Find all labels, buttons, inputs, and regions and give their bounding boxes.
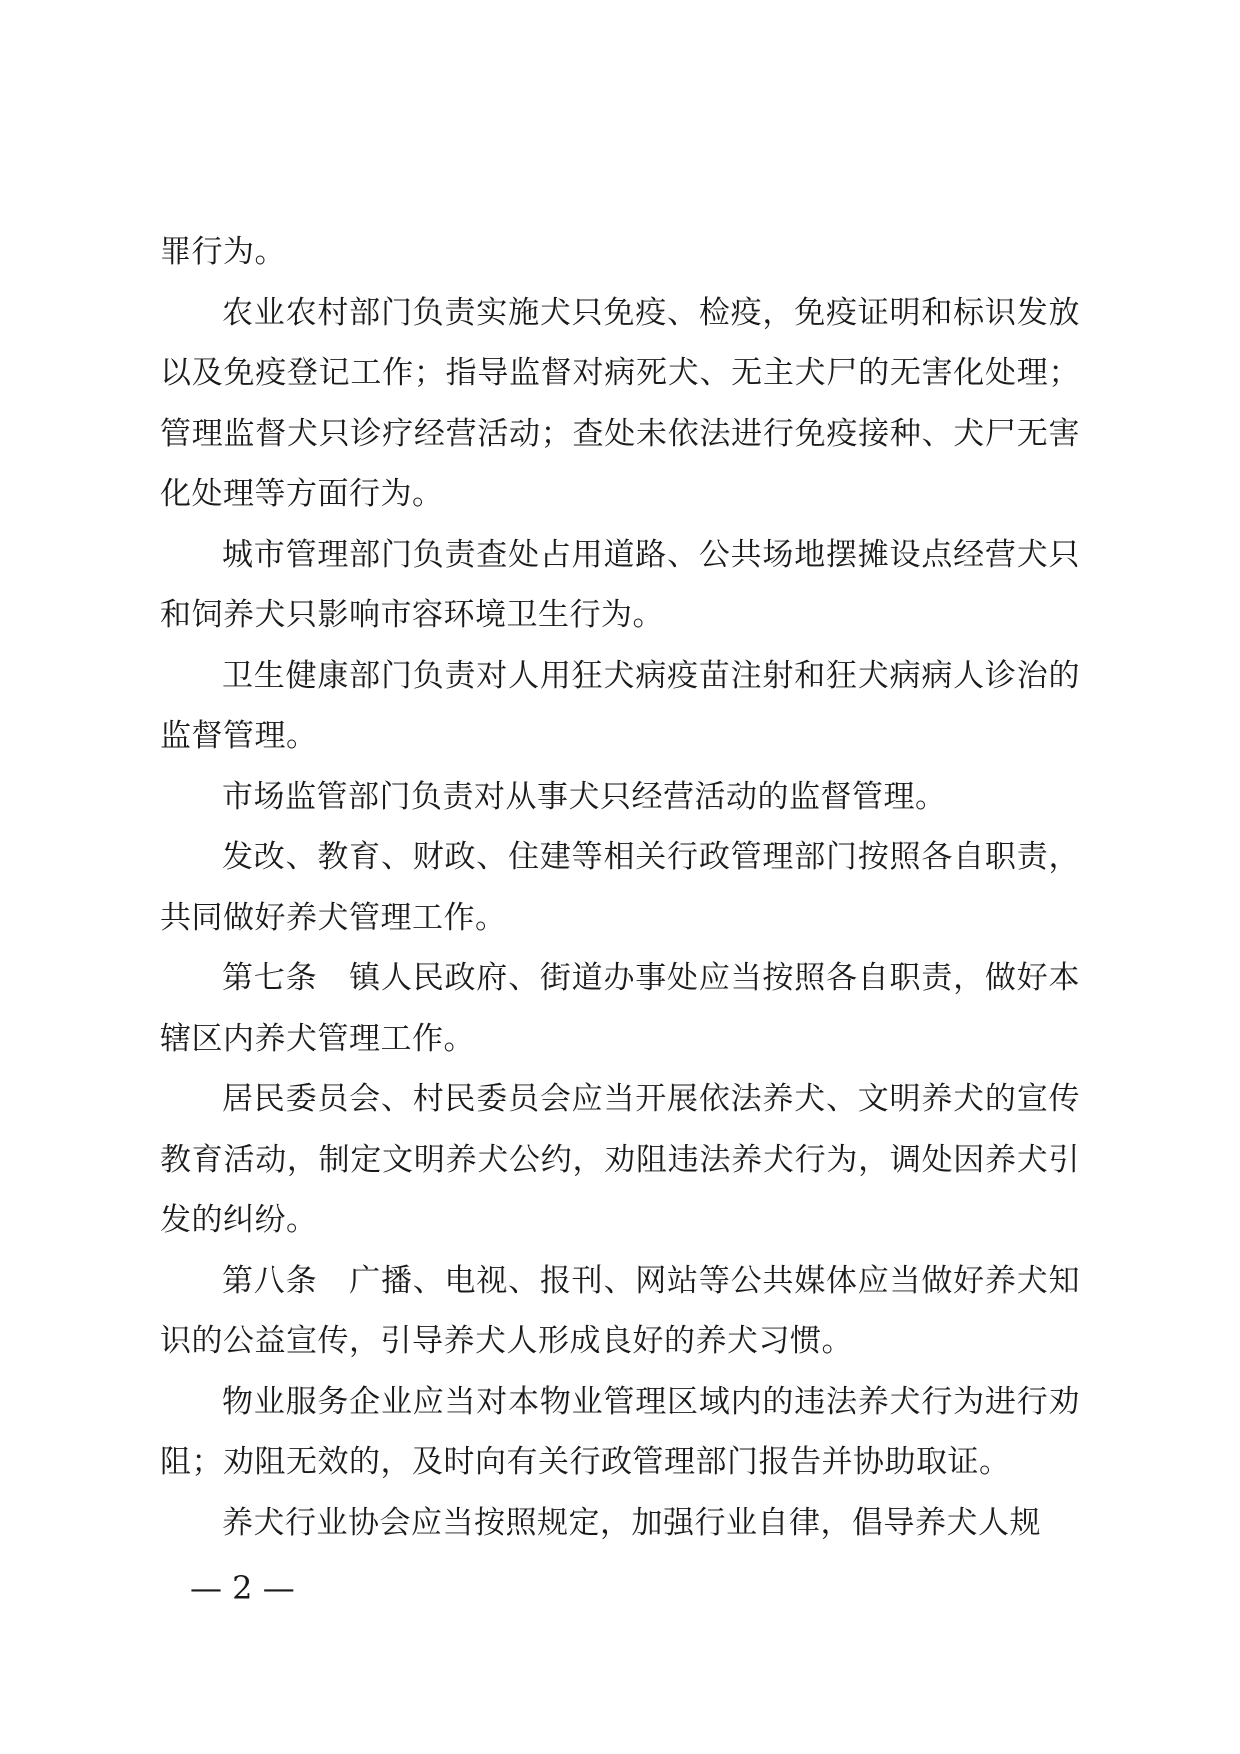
paragraph-city-management: 城市管理部门负责查处占用道路、公共场地摆摊设点经营犬只和饲养犬只影响市容环境卫生行为。: [160, 536, 1080, 633]
paragraph-market-supervision: 市场监管部门负责对从事犬只经营活动的监督管理。: [222, 778, 947, 815]
paragraph-other-departments: 发改、教育、财政、住建等相关行政管理部门按照各自职责，共同做好养犬管理工作。: [160, 839, 1080, 936]
paragraph-article-8: 第八条 广播、电视、报刊、网站等公共媒体应当做好养犬知识的公益宣传，引导养犬人形成良好的养犬习惯。: [160, 1262, 1080, 1359]
paragraph-property-services: 物业服务企业应当对本物业管理区域内的违法养犬行为进行劝阻；劝阻无效的，及时向有关行政管理部门报告并协助取证。: [160, 1383, 1080, 1480]
paragraph-continuation: 罪行为。: [160, 234, 286, 270]
page-number: — 2 —: [190, 1569, 295, 1607]
body-text: [160, 222, 1080, 1553]
paragraph-health-department: 卫生健康部门负责对人用狂犬病疫苗注射和狂犬病病人诊治的监督管理。: [160, 657, 1080, 754]
paragraph-article-7: 第七条 镇人民政府、街道办事处应当按照各自职责，做好本辖区内养犬管理工作。: [160, 960, 1080, 1057]
paragraph-agriculture-department: 农业农村部门负责实施犬只免疫、检疫，免疫证明和标识发放以及免疫登记工作；指导监督对病死犬、无主犬尸的无害化处理；管理监督犬只诊疗经营活动；查处未依法进行免疫接种、犬尸无害化处理等方面行为。: [160, 294, 1080, 512]
paragraph-industry-association: 养犬行业协会应当按照规定，加强行业自律，倡导养犬人规: [222, 1504, 1041, 1541]
paragraph-committees: 居民委员会、村民委员会应当开展依法养犬、文明养犬的宣传教育活动，制定文明养犬公约，劝阻违法养犬行为，调处因养犬引发的纠纷。: [160, 1081, 1080, 1238]
